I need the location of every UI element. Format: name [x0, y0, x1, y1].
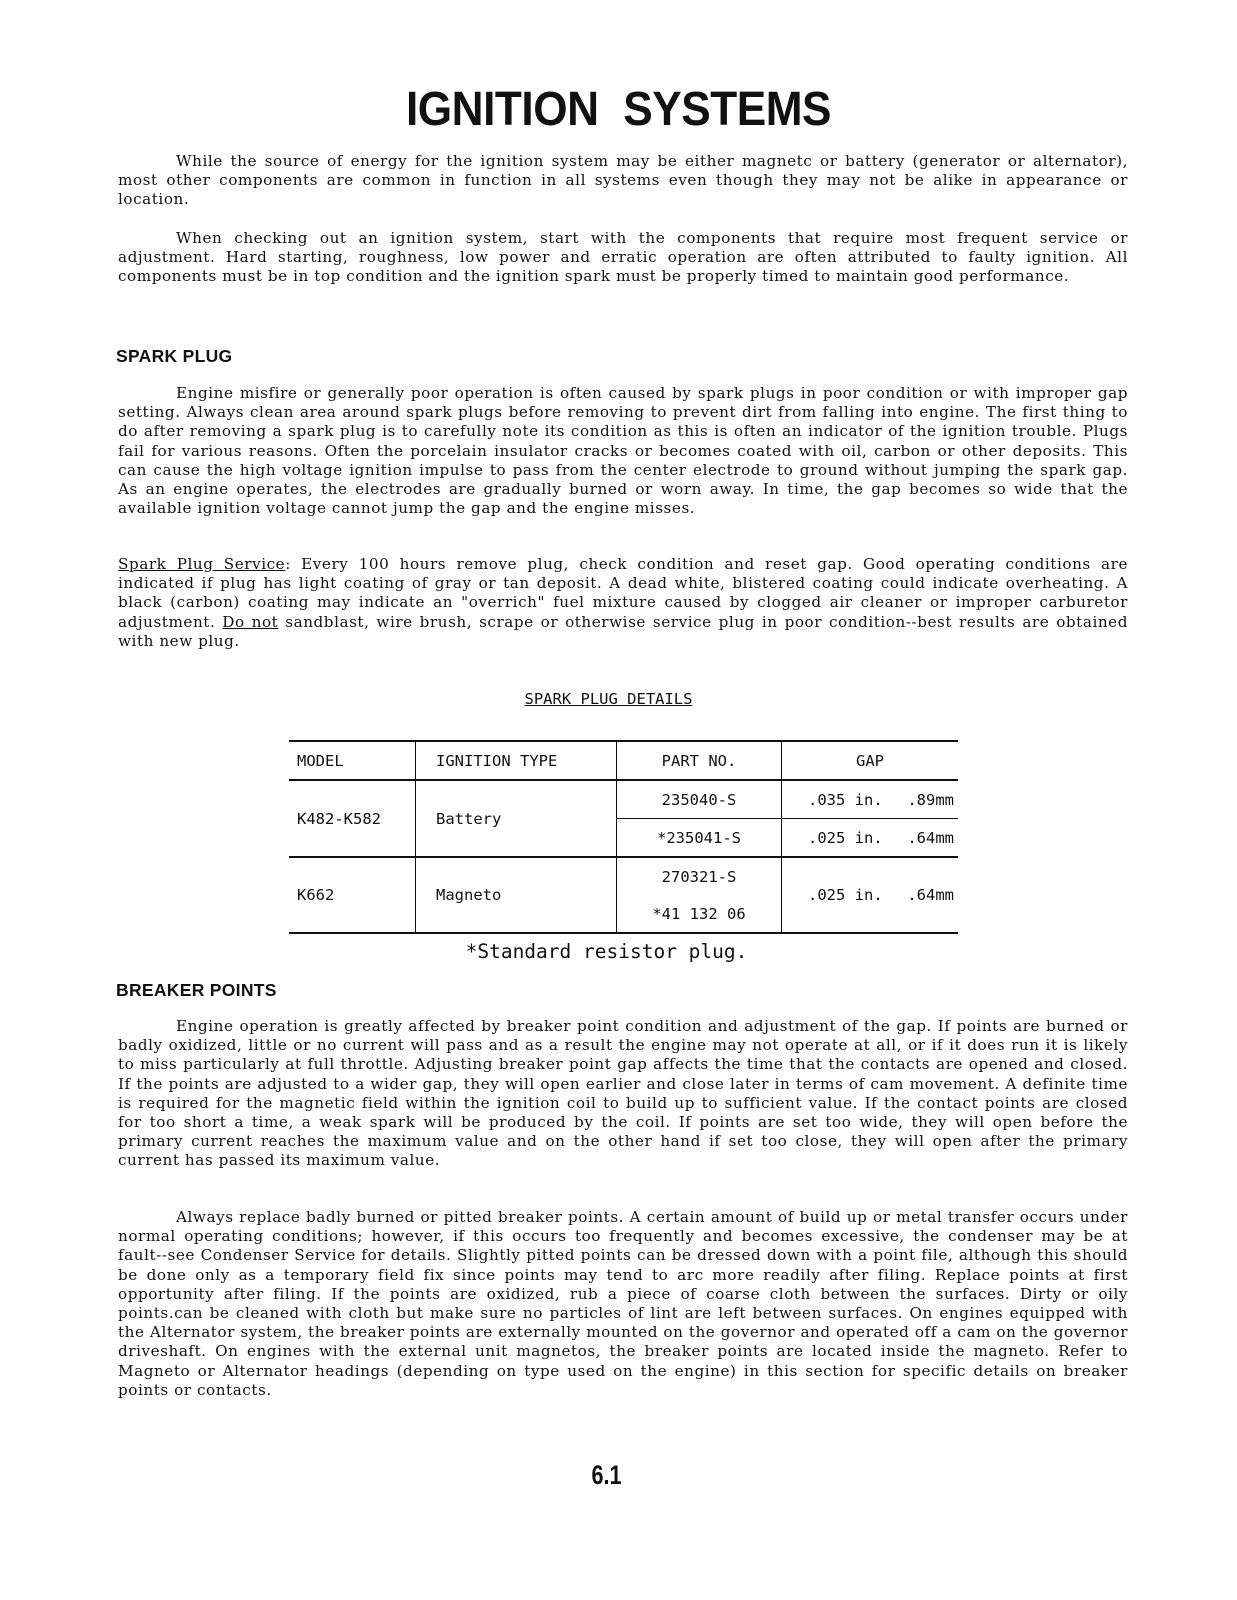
- resistor-plug-note: *Standard resistor plug.: [465, 940, 748, 963]
- table-row: [289, 857, 958, 895]
- gap-inches: .025 in.: [808, 886, 883, 904]
- column-header-gap: GAP: [782, 741, 959, 780]
- spark-plug-paragraph-text: Engine misfire or generally poor operation is often caused by spark plugs in poor condition or with improper gap setting. Always clean area around spark plugs before removing to prevent dirt from falling into engine. The first thing to do after removing a spark plug is to carefully note its condition as this is often an indicator of the ignition trouble. Plugs fail for various reasons. Often the porcelain insulator cracks or becomes coated with oil, carbon or other deposits. This can cause the high voltage ignition impulse to pass from the center electrode to ground without jumping the spark gap. As an engine operates, the electrodes are gradually burned or worn away. In time, the gap becomes so wide that the available ignition voltage cannot jump the gap and the engine misses.: [118, 384, 1128, 518]
- part-no-cell: 235040-S: [617, 780, 782, 819]
- gap-mm: .89mm: [907, 790, 954, 809]
- spark-plug-heading: SPARK PLUG: [116, 346, 233, 366]
- intro-paragraph-2-text: When checking out an ignition system, start with the components that require most frequent service or adjustment. Hard starting, roughness, low power and erratic operation are often attributed to faulty ignition. All components must be in top condition and the ignition spark must be properly timed to maintain good performance.: [118, 229, 1128, 286]
- spark-plug-service-label: Spark Plug Service: [118, 555, 286, 573]
- gap-inches: .035 in.: [808, 790, 883, 809]
- intro-paragraph-1-text: While the source of energy for the ignition system may be either magnetc or battery (generator or alternator), most other components are common in function in all systems even though they may not be alike in appearance or location.: [118, 152, 1128, 209]
- ignition-type-cell: Battery: [416, 780, 617, 857]
- page-title: IGNITION SYSTEMS: [405, 83, 832, 136]
- breaker-points-heading: BREAKER POINTS: [116, 980, 277, 1000]
- part-no-cell: 270321-S: [617, 857, 782, 895]
- breaker-points-paragraph-2: [118, 1208, 1128, 1400]
- column-header-part-no: PART NO.: [617, 741, 782, 780]
- breaker-points-paragraph-1-text: Engine operation is greatly affected by breaker point condition and adjustment of the gap. If points are burned or badly oxidized, little or no current will pass and as a result the engine may not operate at all, or if it does run it is likely to miss particularly at full throttle. Adjusting breaker point gap affects the time that the contacts are opened and closed. If the points are adjusted to a wider gap, they will open earlier and close later in terms of cam movement. A definite time is required for the magnetic field within the ignition coil to build up to sufficient value. If the contact points are closed for too short a time, a weak spark will be produced by the coil. If points are set too wide, they will open before the primary current reaches the maximum value and on the other hand if set too close, they will open after the primary current has passed its maximum value.: [118, 1017, 1128, 1170]
- do-not-emphasis: Do not: [222, 612, 279, 631]
- intro-paragraph-1: [118, 152, 1128, 210]
- breaker-points-paragraph-1: [118, 1017, 1128, 1171]
- gap-cell: [782, 857, 959, 933]
- spark-plug-paragraph: [118, 384, 1128, 518]
- spark-plug-details-title: SPARK PLUG DETAILS: [524, 690, 693, 708]
- ignition-type-cell: Magneto: [416, 857, 617, 933]
- intro-paragraph-2: [118, 229, 1128, 287]
- page-number: 6.1: [591, 1460, 622, 1490]
- gap-mm: .64mm: [907, 828, 954, 847]
- spark-plug-details-table: [289, 740, 958, 934]
- column-header-ignition-type: IGNITION TYPE: [416, 741, 617, 780]
- spark-plug-service-text-a: : Every 100 hours remove plug, check condition and reset gap. Good operating conditions are indicated if plug has light coating of gray or tan deposit. A dead white, blistered coating could indicate overheating. A black (carbon) coating may indicate an "overrich" fuel mixture caused by clogged air cleaner or improper carburetor adjustment.: [118, 555, 1128, 631]
- column-header-model: MODEL: [289, 741, 416, 780]
- breaker-points-paragraph-2-text: Always replace badly burned or pitted breaker points. A certain amount of build up or metal transfer occurs under normal operating conditions; however, if this occurs too frequently and becomes excessive, the condenser may be at fault--see Condenser Service for details. Slightly pitted points can be dressed down with a point file, although this should be done only as a temporary field fix since points may tend to arc more readily after filing. Replace points at first opportunity after filing. If the points are oxidized, rub a piece of coarse cloth between the surfaces. Dirty or oily points.can be cleaned with cloth but make sure no particles of lint are left between surfaces. On engines equipped with the Alternator system, the breaker points are externally mounted on the governor and operated off a cam on the governor driveshaft. On engines with the external unit magnetos, the breaker points are located inside the magneto. Refer to Magneto or Alternator headings (depending on type used on the engine) in this section for specific details on breaker points or contacts.: [118, 1208, 1128, 1399]
- model-cell: K482-K582: [289, 780, 416, 857]
- spark-plug-service-paragraph: [118, 555, 1128, 651]
- part-no-cell: *41 132 06: [617, 895, 782, 933]
- gap-cell: [782, 819, 959, 858]
- gap-inches: .025 in.: [808, 828, 883, 847]
- part-no-cell: *235041-S: [617, 819, 782, 858]
- gap-mm: .64mm: [907, 886, 954, 904]
- table-row: [289, 780, 958, 819]
- table-header-row: [289, 741, 958, 780]
- model-cell: K662: [289, 857, 416, 933]
- spark-plug-service-text-b: sandblast, wire brush, scrape or otherwise service plug in poor condition--best results are obtained with new plug.: [118, 612, 1128, 650]
- gap-cell: [782, 780, 959, 819]
